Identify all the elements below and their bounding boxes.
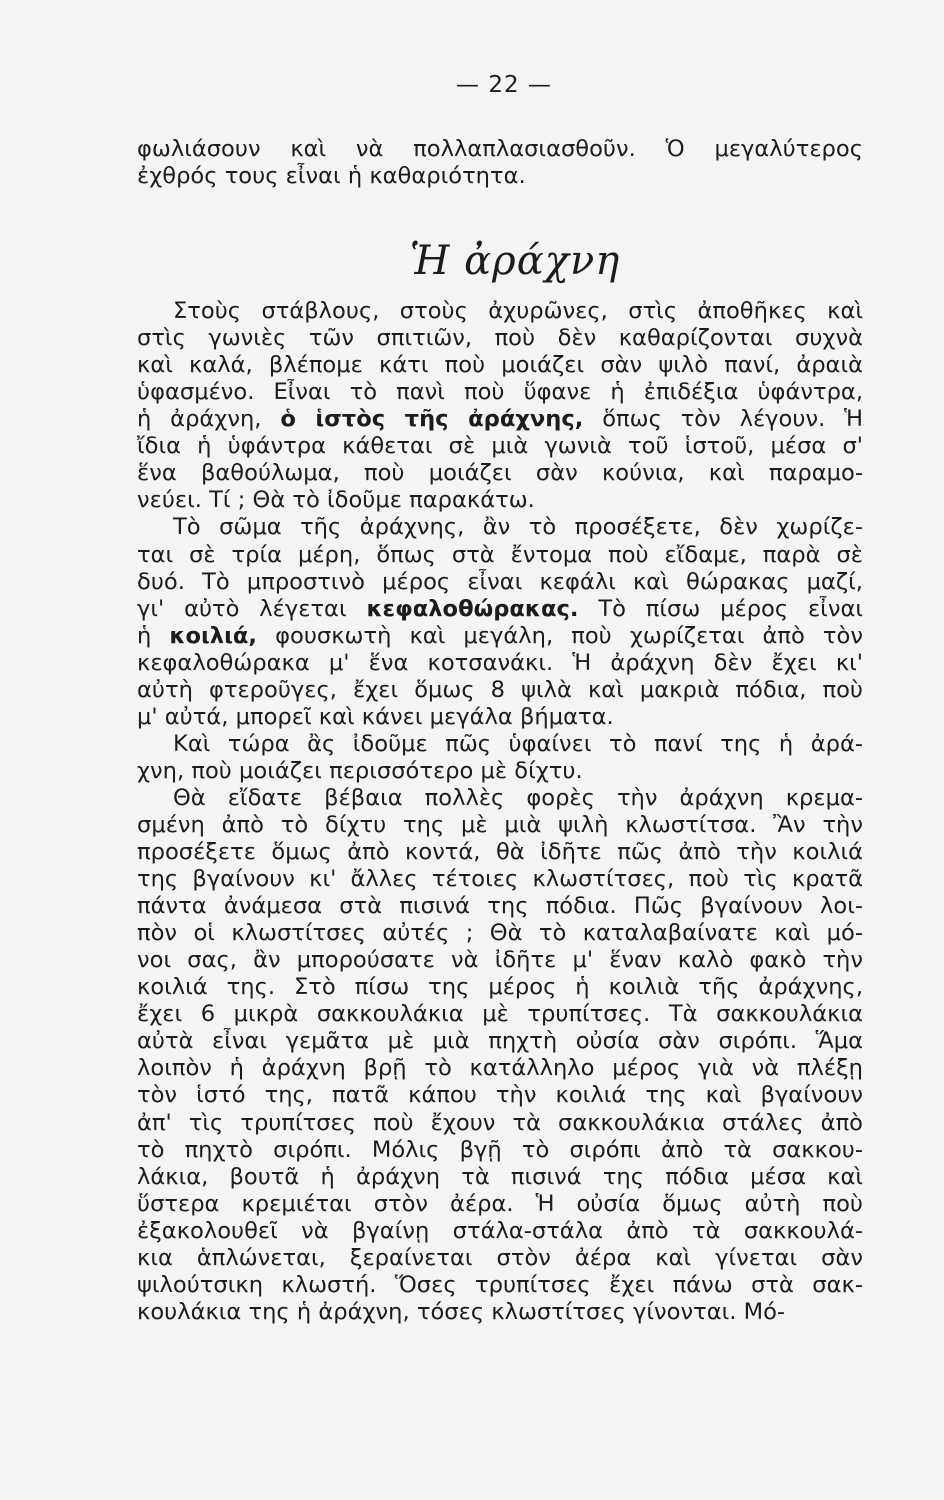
text-line xyxy=(137,1245,863,1272)
text-run: αὐτὰ εἶναι γεμᾶτα μὲ μιὰ πηχτὴ οὐσία σὰν σιρόπι. Ἅμα xyxy=(137,1028,863,1055)
text-run: μ' αὐτά, μπορεῖ καὶ κάνει μεγάλα βήματα. xyxy=(137,703,614,730)
text-line xyxy=(137,1028,863,1055)
bold-term: κεφαλοθώρακας. xyxy=(366,595,579,622)
intro-line: φωλιάσουν καὶ νὰ πολλαπλασιασθοῦν. Ὁ μεγαλύτερος xyxy=(137,136,863,162)
page-number: — 22 — xyxy=(456,72,552,98)
intro-line: ἐχθρός τους εἶναι ἡ καθαριότητα. xyxy=(137,163,526,190)
text-line xyxy=(137,1191,863,1218)
text-run: δυό. Τὸ μπροστινὸ μέρος εἶναι κεφάλι καὶ θώρακας μαζί, xyxy=(137,568,863,595)
text-line xyxy=(137,487,863,514)
text-line xyxy=(137,1218,863,1245)
text-run: ἀπ' τὶς τρυπίτσες ποὺ ἔχουν τὰ σακκουλάκια στάλες ἀπὸ xyxy=(137,1109,863,1136)
text-line xyxy=(137,1164,863,1191)
text-run: ἴδια ἡ ὑφάντρα κάθεται σὲ μιὰ γωνιὰ τοῦ ἱστοῦ, μέσα σ' xyxy=(137,433,863,460)
text-line xyxy=(137,650,863,677)
text-run: ἐξακολουθεῖ νὰ βγαίνῃ στάλα-στάλα ἀπὸ τὰ σακκουλά- xyxy=(137,1217,863,1244)
text-line xyxy=(137,542,863,569)
text-line xyxy=(137,785,863,812)
text-run: χνη, ποὺ μοιάζει περισσότερο μὲ δίχτυ. xyxy=(137,757,583,784)
text-line xyxy=(137,677,863,704)
text-run: ἕνα βαθούλωμα, ποὺ μοιάζει σὰν κούνια, καὶ παραμο- xyxy=(137,460,863,487)
text-line xyxy=(137,1001,863,1028)
paragraph xyxy=(137,298,863,514)
text-line xyxy=(137,839,863,866)
text-run: ἡ xyxy=(137,622,170,649)
text-run: λάκια, βουτᾶ ἡ ἀράχνη τὰ πισινά της πόδια μέσα καὶ xyxy=(137,1163,863,1190)
text-run: σμένη ἀπὸ τὸ δίχτυ της μὲ μιὰ ψιλὴ κλωστίτσα. Ἂν τὴν xyxy=(137,811,863,838)
text-line xyxy=(137,947,863,974)
text-line xyxy=(137,596,863,623)
text-line xyxy=(137,1272,863,1299)
text-run: Τὸ πίσω μέρος εἶναι xyxy=(578,595,863,622)
bold-term: κοιλιά, xyxy=(169,622,258,649)
text-line xyxy=(137,758,863,785)
text-line xyxy=(137,623,863,650)
text-run: ἔχει 6 μικρὰ σακκουλάκια μὲ τρυπίτσες. Τὰ σακκουλάκια xyxy=(137,1001,863,1028)
paragraph xyxy=(137,785,863,1326)
text-line xyxy=(137,866,863,893)
text-run: κεφαλοθώρακα μ' ἕνα κοτσανάκι. Ἡ ἀράχνη δὲν ἔχει κι' xyxy=(137,649,863,676)
text-run: κια ἁπλώνεται, ξεραίνεται στὸν ἀέρα καὶ γίνεται σὰν xyxy=(137,1244,863,1271)
text-run: Τὸ σῶμα τῆς ἀράχνης, ἂν τὸ προσέξετε, δὲν χωρίζε- xyxy=(173,514,863,541)
text-run: γι' αὐτὸ λέγεται xyxy=(137,595,367,622)
text-run: πάντα ἀνάμεσα στὰ πισινά της πόδια. Πῶς βγαίνουν λοι- xyxy=(137,893,863,920)
text-run: πὸν οἱ κλωστίτσες αὐτές ; Θὰ τὸ καταλαβαίνατε καὶ μό- xyxy=(137,920,863,947)
text-run: Στοὺς στάβλους, στοὺς ἀχυρῶνες, στὶς ἀποθῆκες καὶ xyxy=(173,298,863,325)
text-line xyxy=(137,704,863,731)
bold-term: ὁ ἱστὸς τῆς ἀράχνης, xyxy=(280,406,584,433)
text-run: λοιπὸν ἡ ἀράχνη βρῇ τὸ κατάλληλο μέρος γιὰ νὰ πλέξῃ xyxy=(137,1055,863,1082)
text-run: ψιλούτσικη κλωστή. Ὅσες τρυπίτσες ἔχει πάνω στὰ σακ- xyxy=(137,1271,863,1298)
section-title: Ἡ ἀράχνη xyxy=(409,238,621,285)
text-line xyxy=(137,298,863,325)
text-line xyxy=(137,1082,863,1109)
text-run: φουσκωτὴ καὶ μεγάλη, ποὺ χωρίζεται ἀπὸ τὸν xyxy=(257,622,863,649)
text-run: ὅπως τὸν λέγουν. Ἡ xyxy=(583,406,863,433)
text-line xyxy=(137,325,863,352)
page-body xyxy=(137,136,863,1326)
text-line xyxy=(137,433,863,460)
text-run: κοιλιά της. Στὸ πίσω της μέρος ἡ κοιλιὰ τῆς ἀράχνης, xyxy=(137,974,863,1001)
text-line xyxy=(137,812,863,839)
text-run: νεύει. Τί ; Θὰ τὸ ἰδοῦμε παρακάτω. xyxy=(137,487,535,514)
text-run: της βγαίνουν κι' ἄλλες τέτοιες κλωστίτσες, ποὺ τὶς κρατᾶ xyxy=(137,866,863,893)
text-run: τὸ πηχτὸ σιρόπι. Μόλις βγῇ τὸ σιρόπι ἀπὸ τὰ σακκου- xyxy=(137,1136,863,1163)
text-line xyxy=(137,379,863,406)
text-run: προσέξετε ὅμως ἀπὸ κοντά, θὰ ἰδῆτε πῶς ἀπὸ τὴν κοιλιά xyxy=(137,839,863,866)
text-run: Θὰ εἴδατε βέβαια πολλὲς φορὲς τὴν ἀράχνη κρεμα- xyxy=(173,784,863,811)
text-run: ται σὲ τρία μέρη, ὅπως στὰ ἔντομα ποὺ εἴδαμε, παρὰ σὲ xyxy=(137,541,863,568)
text-line xyxy=(137,920,863,947)
text-line xyxy=(137,352,863,379)
text-line xyxy=(137,1299,863,1326)
section-body xyxy=(137,298,863,1326)
paragraph xyxy=(137,514,863,730)
text-run: ὑφασμένο. Εἶναι τὸ πανὶ ποὺ ὕφανε ἡ ἐπιδέξια ὑφάντρα, xyxy=(137,379,863,406)
text-line xyxy=(137,1137,863,1164)
text-run: Καὶ τώρα ἂς ἰδοῦμε πῶς ὑφαίνει τὸ πανί της ἡ ἀρά- xyxy=(173,730,863,757)
text-line xyxy=(137,460,863,487)
text-run: ὕστερα κρεμιέται στὸν ἀέρα. Ἡ οὐσία ὅμως αὐτὴ ποὺ xyxy=(137,1190,863,1217)
text-run: τὸν ἱστό της, πατᾶ κάπου τὴν κοιλιά της καὶ βγαίνουν xyxy=(137,1082,863,1109)
text-run: νοι σας, ἂν μπορούσατε νὰ ἰδῆτε μ' ἕναν καλὸ φακὸ τὴν xyxy=(137,947,863,974)
text-line xyxy=(137,1055,863,1082)
text-line xyxy=(137,1110,863,1137)
text-run: καὶ καλά, βλέπομε κάτι ποὺ μοιάζει σὰν ψιλὸ πανί, ἀραιὰ xyxy=(137,352,863,379)
paragraph xyxy=(137,731,863,785)
text-line xyxy=(137,406,863,433)
text-line xyxy=(137,569,863,596)
text-run: αὐτὴ φτεροῦγες, ἔχει ὅμως 8 ψιλὰ καὶ μακριὰ πόδια, ποὺ xyxy=(137,676,863,703)
text-run: κουλάκια της ἡ ἀράχνη, τόσες κλωστίτσες γίνονται. Μό- xyxy=(137,1298,786,1325)
text-run: ἡ ἀράχνη, xyxy=(137,406,281,433)
text-line xyxy=(137,893,863,920)
text-line xyxy=(137,974,863,1001)
text-line xyxy=(137,514,863,541)
text-run: στὶς γωνιὲς τῶν σπιτιῶν, ποὺ δὲν καθαρίζονται συχνὰ xyxy=(137,325,863,352)
text-line xyxy=(137,731,863,758)
